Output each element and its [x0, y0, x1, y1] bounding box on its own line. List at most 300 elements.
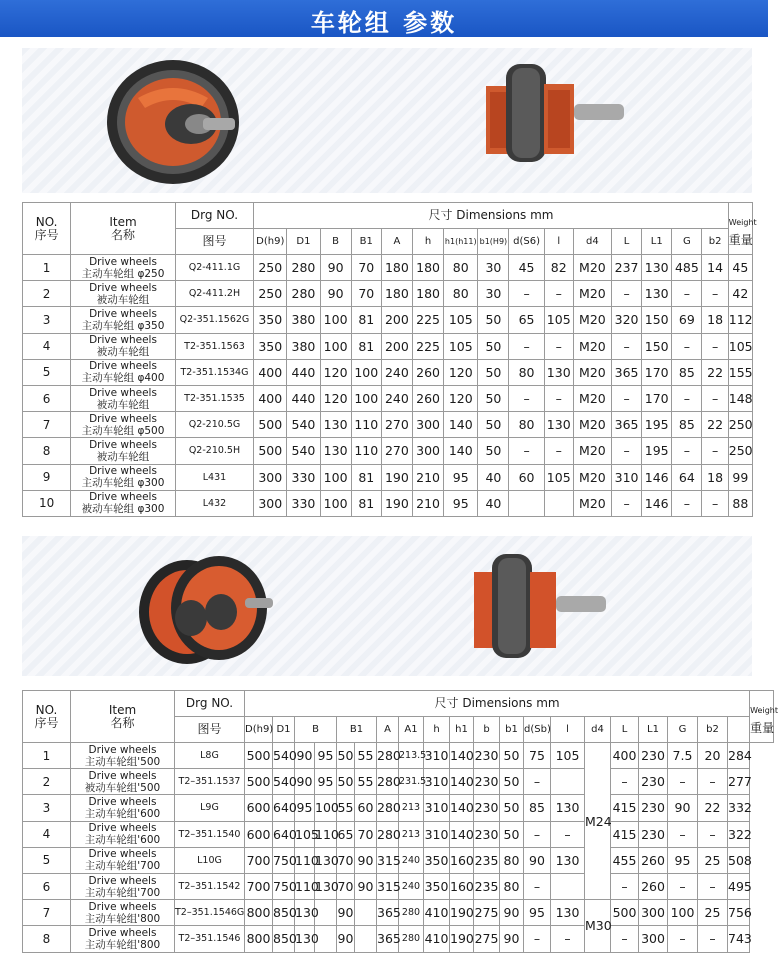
table-row — [23, 490, 753, 516]
dimension-value: 213.5 — [399, 743, 424, 769]
dimension-value: 95 — [524, 900, 551, 926]
dimension-value: 130 — [551, 900, 585, 926]
dimension-value: 110 — [295, 873, 315, 899]
item-name-cn: 主动车轮组'800 — [84, 912, 161, 925]
dimension-value: 64 — [672, 464, 702, 490]
dimension-value: – — [544, 385, 573, 411]
drawing-number: T2–351.1537 — [175, 769, 245, 795]
item-name-en: Drive wheels — [89, 360, 157, 373]
dimension-value: 195 — [642, 412, 672, 438]
dimension-value: 540 — [273, 743, 295, 769]
dimension-value: 50 — [337, 769, 355, 795]
dimension-value: 120 — [444, 359, 478, 385]
dimension-value — [509, 490, 544, 516]
row-number: 3 — [23, 795, 71, 821]
dimension-value: 300 — [254, 464, 287, 490]
dimension-value: 315 — [377, 873, 399, 899]
dimension-value: 90 — [500, 900, 524, 926]
col-header: l — [551, 717, 585, 743]
dimension-value: 500 — [611, 900, 639, 926]
dimension-value: 365 — [611, 412, 641, 438]
drawing-number: T2-351.1535 — [175, 385, 253, 411]
item-name-en: Drive wheels — [89, 412, 157, 425]
dimension-value: 280 — [287, 255, 320, 281]
col-header: L1 — [639, 717, 668, 743]
item-name-cn: 被动车轮组 — [96, 398, 150, 411]
dimension-value: 380 — [287, 333, 320, 359]
dimension-value: 22 — [702, 412, 728, 438]
dimension-value: 40 — [478, 490, 509, 516]
dimension-value: 7.5 — [668, 743, 698, 769]
dimension-value: 180 — [413, 281, 444, 307]
dimension-value: 50 — [337, 743, 355, 769]
dimension-value: – — [702, 333, 728, 359]
item-name — [71, 821, 175, 847]
drawing-number: T2-351.1563 — [175, 333, 253, 359]
dimension-value: – — [668, 926, 698, 952]
row-number: 1 — [23, 255, 71, 281]
dimension-value: – — [668, 821, 698, 847]
dimension-value: 50 — [478, 333, 509, 359]
dimension-value: M20 — [573, 359, 611, 385]
dimension-value: – — [611, 281, 641, 307]
dimension-value — [551, 873, 585, 899]
dimension-value: 70 — [355, 821, 377, 847]
dimension-value: 95 — [315, 743, 337, 769]
weight-value: 148 — [728, 385, 752, 411]
dimension-value: – — [544, 438, 573, 464]
dimension-value: 70 — [351, 255, 381, 281]
col-header: d(Sb) — [524, 717, 551, 743]
dimension-value: 81 — [351, 490, 381, 516]
parameters-table-1 — [22, 202, 757, 517]
dimension-value: 120 — [320, 359, 351, 385]
dimension-value: 146 — [642, 464, 672, 490]
row-number: 5 — [23, 847, 71, 873]
weight-value: 45 — [728, 255, 752, 281]
dimension-value: – — [611, 873, 639, 899]
dimension-value: 130 — [642, 281, 672, 307]
col-header: h — [424, 717, 450, 743]
dimension-value: – — [509, 438, 544, 464]
dimension-value: 225 — [413, 333, 444, 359]
dimension-value: 380 — [287, 307, 320, 333]
dimension-value: 235 — [474, 873, 500, 899]
dimension-value: – — [611, 385, 641, 411]
item-name-en: Drive wheels — [89, 307, 157, 320]
dimension-value: – — [611, 926, 639, 952]
dimension-value: 350 — [254, 333, 287, 359]
header-drg: Drg NO. — [175, 691, 245, 717]
item-name-en: Drive wheels — [88, 848, 157, 861]
drawing-number: L9G — [175, 795, 245, 821]
dimension-value: 200 — [381, 333, 412, 359]
dimension-value: 750 — [273, 847, 295, 873]
dimension-value: 485 — [672, 255, 702, 281]
dimension-value: 500 — [254, 438, 287, 464]
dimension-value: 213 — [399, 795, 424, 821]
dimension-value: 400 — [254, 385, 287, 411]
row-number: 8 — [23, 438, 71, 464]
drawing-number: Q2-411.1G — [175, 255, 253, 281]
dimension-value: 260 — [413, 385, 444, 411]
dimension-value: M20 — [573, 438, 611, 464]
dimension-value: 310 — [611, 464, 641, 490]
dimension-value: 55 — [355, 743, 377, 769]
item-name-en: Drive wheels — [89, 255, 157, 268]
dimension-value: 230 — [474, 743, 500, 769]
product-photo-band-2 — [22, 536, 752, 676]
dimension-value: 280 — [377, 795, 399, 821]
dimension-value: 195 — [642, 438, 672, 464]
dimension-value: 230 — [639, 821, 668, 847]
dimension-value: 22 — [698, 795, 728, 821]
dimension-value: 90 — [500, 926, 524, 952]
dimension-value: 365 — [611, 359, 641, 385]
weight-value: 105 — [728, 333, 752, 359]
dimension-value: 110 — [351, 412, 381, 438]
item-name — [71, 769, 175, 795]
dimension-value: 240 — [381, 385, 412, 411]
dimension-value: 180 — [381, 281, 412, 307]
dimension-value: – — [524, 873, 551, 899]
col-header: d(S6) — [509, 229, 544, 255]
dimension-value: 110 — [351, 438, 381, 464]
dimension-value: 240 — [399, 873, 424, 899]
table-row — [23, 821, 774, 847]
dimension-value: 50 — [478, 438, 509, 464]
dimension-value: 300 — [639, 900, 668, 926]
drawing-number: Q2-210.5G — [175, 412, 253, 438]
dimension-value: 231.5 — [399, 769, 424, 795]
row-number: 2 — [23, 281, 71, 307]
dimension-value: 100 — [320, 307, 351, 333]
table-row — [23, 847, 774, 873]
row-number: 3 — [23, 307, 71, 333]
dimension-value: 100 — [320, 333, 351, 359]
dimension-value: 40 — [478, 464, 509, 490]
dimension-value: – — [524, 821, 551, 847]
weight-value: 42 — [728, 281, 752, 307]
dimension-value: 25 — [698, 900, 728, 926]
dimension-value: 105 — [444, 333, 478, 359]
dimension-value — [355, 900, 377, 926]
weight-value: 495 — [728, 873, 750, 899]
item-name-cn: 主动车轮组 φ400 — [81, 372, 165, 385]
dimension-value: 350 — [424, 873, 450, 899]
dimension-value: 140 — [444, 438, 478, 464]
item-name — [71, 743, 175, 769]
dimension-value: 90 — [320, 281, 351, 307]
dimension-value: 700 — [245, 847, 273, 873]
d4-value: M24 — [585, 743, 611, 900]
weight-value: 250 — [728, 412, 752, 438]
dimension-value: 350 — [424, 847, 450, 873]
dimension-value: 237 — [611, 255, 641, 281]
dimension-value: 190 — [381, 464, 412, 490]
dimension-value: – — [672, 438, 702, 464]
item-name — [71, 900, 175, 926]
dimension-value: 100 — [315, 795, 337, 821]
dimension-value: 80 — [500, 847, 524, 873]
dimension-value: 500 — [245, 769, 273, 795]
dimension-value: – — [702, 385, 728, 411]
dimension-value: M20 — [573, 281, 611, 307]
row-number: 7 — [23, 412, 71, 438]
dimension-value: 310 — [424, 821, 450, 847]
dimension-value: 140 — [450, 795, 474, 821]
dimension-value: 310 — [424, 795, 450, 821]
dimension-value: 300 — [413, 438, 444, 464]
dimension-value: 190 — [381, 490, 412, 516]
row-number: 1 — [23, 743, 71, 769]
item-name-en: Drive wheels — [89, 386, 157, 399]
dimension-value: 260 — [413, 359, 444, 385]
item-name-en: Drive wheels — [88, 795, 157, 808]
item-name-cn: 主动车轮组'600 — [84, 834, 161, 847]
dimension-value: 500 — [254, 412, 287, 438]
dimension-value: 45 — [509, 255, 544, 281]
dimension-value: 20 — [698, 743, 728, 769]
dimension-value: 130 — [320, 412, 351, 438]
dimension-value: 140 — [450, 769, 474, 795]
d4-value: M30 — [585, 900, 611, 952]
drawing-number: T2-351.1534G — [175, 359, 253, 385]
item-name-cn: 主动车轮组 φ350 — [81, 319, 165, 332]
dimension-value: 540 — [273, 769, 295, 795]
dimension-value: 22 — [702, 359, 728, 385]
dimension-value: 70 — [337, 847, 355, 873]
dimension-value: 75 — [524, 743, 551, 769]
dimension-value: 235 — [474, 847, 500, 873]
dimension-value: – — [702, 490, 728, 516]
dimension-value: 110 — [295, 847, 315, 873]
dimension-value: 90 — [524, 847, 551, 873]
header-drg-cn: 图号 — [175, 229, 253, 255]
dimension-value: 30 — [478, 281, 509, 307]
dimension-value: 90 — [337, 900, 355, 926]
col-header: h1 — [450, 717, 474, 743]
dimension-value: 70 — [337, 873, 355, 899]
dimension-value: 440 — [287, 359, 320, 385]
dimension-value: 81 — [351, 333, 381, 359]
item-name — [71, 464, 176, 490]
item-name-cn: 主动车轮组'700 — [84, 886, 161, 899]
dimension-value: 180 — [413, 255, 444, 281]
row-number: 5 — [23, 359, 71, 385]
col-header: h1(h11) — [444, 229, 478, 255]
col-header: d4 — [573, 229, 611, 255]
dimension-value: 310 — [424, 743, 450, 769]
table-row — [23, 743, 774, 769]
weight-value: 508 — [728, 847, 750, 873]
dimension-value: 300 — [639, 926, 668, 952]
dimension-value: 190 — [450, 926, 474, 952]
row-number: 8 — [23, 926, 71, 952]
dimension-value: 50 — [500, 743, 524, 769]
dimension-value: 50 — [478, 412, 509, 438]
dimension-value: 80 — [444, 281, 478, 307]
drawing-number: T2–351.1540 — [175, 821, 245, 847]
dimension-value: 640 — [273, 821, 295, 847]
double-wheel-photo — [135, 548, 275, 668]
item-name-cn: 主动车轮组 φ300 — [81, 477, 165, 490]
dimension-value: 230 — [474, 821, 500, 847]
dimension-value: 365 — [377, 900, 399, 926]
dimension-value: 95 — [444, 464, 478, 490]
dimension-value — [355, 926, 377, 952]
dimension-value: – — [524, 926, 551, 952]
dimension-value: 280 — [377, 743, 399, 769]
col-header: D(h9) — [254, 229, 287, 255]
dimension-value: 90 — [355, 873, 377, 899]
dimension-value: 120 — [320, 385, 351, 411]
item-name-cn: 被动车轮组 φ300 — [81, 503, 165, 516]
dimension-value: 105 — [551, 743, 585, 769]
dimension-value: 230 — [639, 769, 668, 795]
dimension-value: – — [698, 873, 728, 899]
dimension-value: 160 — [450, 873, 474, 899]
col-header: B1 — [351, 229, 381, 255]
col-header: l — [544, 229, 573, 255]
dimension-value: 55 — [355, 769, 377, 795]
dimension-value: 81 — [351, 307, 381, 333]
dimension-value: – — [544, 281, 573, 307]
dimension-value: 750 — [273, 873, 295, 899]
dimension-value: – — [524, 769, 551, 795]
drawing-number: T2–351.1546G — [175, 900, 245, 926]
row-number: 6 — [23, 873, 71, 899]
weight-value: 88 — [728, 490, 752, 516]
dimension-value: 365 — [377, 926, 399, 952]
col-header: b — [474, 717, 500, 743]
dimension-value: 100 — [668, 900, 698, 926]
weight-value: 250 — [728, 438, 752, 464]
dimension-value: – — [698, 821, 728, 847]
header-item: Item 名称 — [71, 691, 175, 743]
item-name-en: Drive wheels — [89, 465, 157, 478]
col-header: D1 — [287, 229, 320, 255]
item-name-cn: 主动车轮组'700 — [84, 860, 161, 873]
row-number: 2 — [23, 769, 71, 795]
col-header: h — [413, 229, 444, 255]
dimension-value: 800 — [245, 900, 273, 926]
row-number: 9 — [23, 464, 71, 490]
drawing-number: T2–351.1546 — [175, 926, 245, 952]
item-name-cn: 主动车轮组 φ250 — [81, 267, 165, 280]
item-name — [71, 438, 176, 464]
item-name-cn: 主动车轮组'800 — [84, 938, 161, 951]
col-header: L — [611, 717, 639, 743]
dimension-value: 100 — [320, 464, 351, 490]
dimension-value: – — [509, 281, 544, 307]
dimension-value: 140 — [444, 412, 478, 438]
dimension-value: 230 — [474, 795, 500, 821]
dimension-value: 320 — [611, 307, 641, 333]
dimension-value: 330 — [287, 490, 320, 516]
dimension-value: 415 — [611, 821, 639, 847]
item-name — [71, 359, 176, 385]
dimension-value: 210 — [413, 490, 444, 516]
dimension-value: 85 — [672, 359, 702, 385]
table-row — [23, 255, 753, 281]
header-drg: Drg NO. — [175, 203, 253, 229]
col-header: d4 — [585, 717, 611, 743]
dimension-value: 300 — [413, 412, 444, 438]
dimension-value: 80 — [509, 359, 544, 385]
dimension-value: 130 — [315, 847, 337, 873]
item-name — [71, 333, 176, 359]
col-header: G — [668, 717, 698, 743]
header-dimensions: 尺寸 Dimensions mm — [254, 203, 729, 229]
row-number: 4 — [23, 333, 71, 359]
col-header: A — [381, 229, 412, 255]
dimension-value: 180 — [381, 255, 412, 281]
dimension-value: 95 — [668, 847, 698, 873]
dimension-value: 275 — [474, 926, 500, 952]
col-header: B — [295, 717, 337, 743]
dimension-value: 55 — [337, 795, 355, 821]
dimension-value: 81 — [351, 464, 381, 490]
dimension-value: – — [509, 385, 544, 411]
item-name-en: Drive wheels — [88, 769, 157, 782]
dimension-value: M20 — [573, 307, 611, 333]
dimension-value: 80 — [509, 412, 544, 438]
item-name — [71, 412, 176, 438]
col-header: b1 — [500, 717, 524, 743]
table-row — [23, 307, 753, 333]
drawing-number: L432 — [175, 490, 253, 516]
drawing-number: T2–351.1542 — [175, 873, 245, 899]
dimension-value: 700 — [245, 873, 273, 899]
dimension-value: 80 — [444, 255, 478, 281]
item-name-en: Drive wheels — [88, 743, 157, 756]
dimension-value: 85 — [672, 412, 702, 438]
dimension-value: 90 — [355, 847, 377, 873]
col-header: b2 — [702, 229, 728, 255]
dimension-value: 330 — [287, 464, 320, 490]
drawing-number: L10G — [175, 847, 245, 873]
dimension-value: 400 — [611, 743, 639, 769]
dimension-value: 120 — [444, 385, 478, 411]
row-number: 10 — [23, 490, 71, 516]
dimension-value: 280 — [287, 281, 320, 307]
dimension-value: – — [702, 281, 728, 307]
item-name-cn: 主动车轮组 φ500 — [81, 424, 165, 437]
col-header: b2 — [698, 717, 728, 743]
dimension-value: 50 — [500, 821, 524, 847]
weight-value: 332 — [728, 795, 750, 821]
dimension-value: M20 — [573, 490, 611, 516]
dimension-value: 170 — [642, 359, 672, 385]
dimension-value: 260 — [639, 873, 668, 899]
dimension-value — [551, 769, 585, 795]
table-row — [23, 873, 774, 899]
col-header: A1 — [399, 717, 424, 743]
header-item: Item 名称 — [71, 203, 176, 255]
dimension-value: 90 — [320, 255, 351, 281]
dimension-value: 250 — [254, 281, 287, 307]
dimension-value: 90 — [337, 926, 355, 952]
dimension-value: 105 — [544, 464, 573, 490]
dimension-value: – — [668, 873, 698, 899]
dimension-value: 410 — [424, 900, 450, 926]
dimension-value: 240 — [399, 847, 424, 873]
dimension-value: 100 — [320, 490, 351, 516]
dimension-value: 415 — [611, 795, 639, 821]
dimension-value: 440 — [287, 385, 320, 411]
item-name-en: Drive wheels — [89, 438, 157, 451]
